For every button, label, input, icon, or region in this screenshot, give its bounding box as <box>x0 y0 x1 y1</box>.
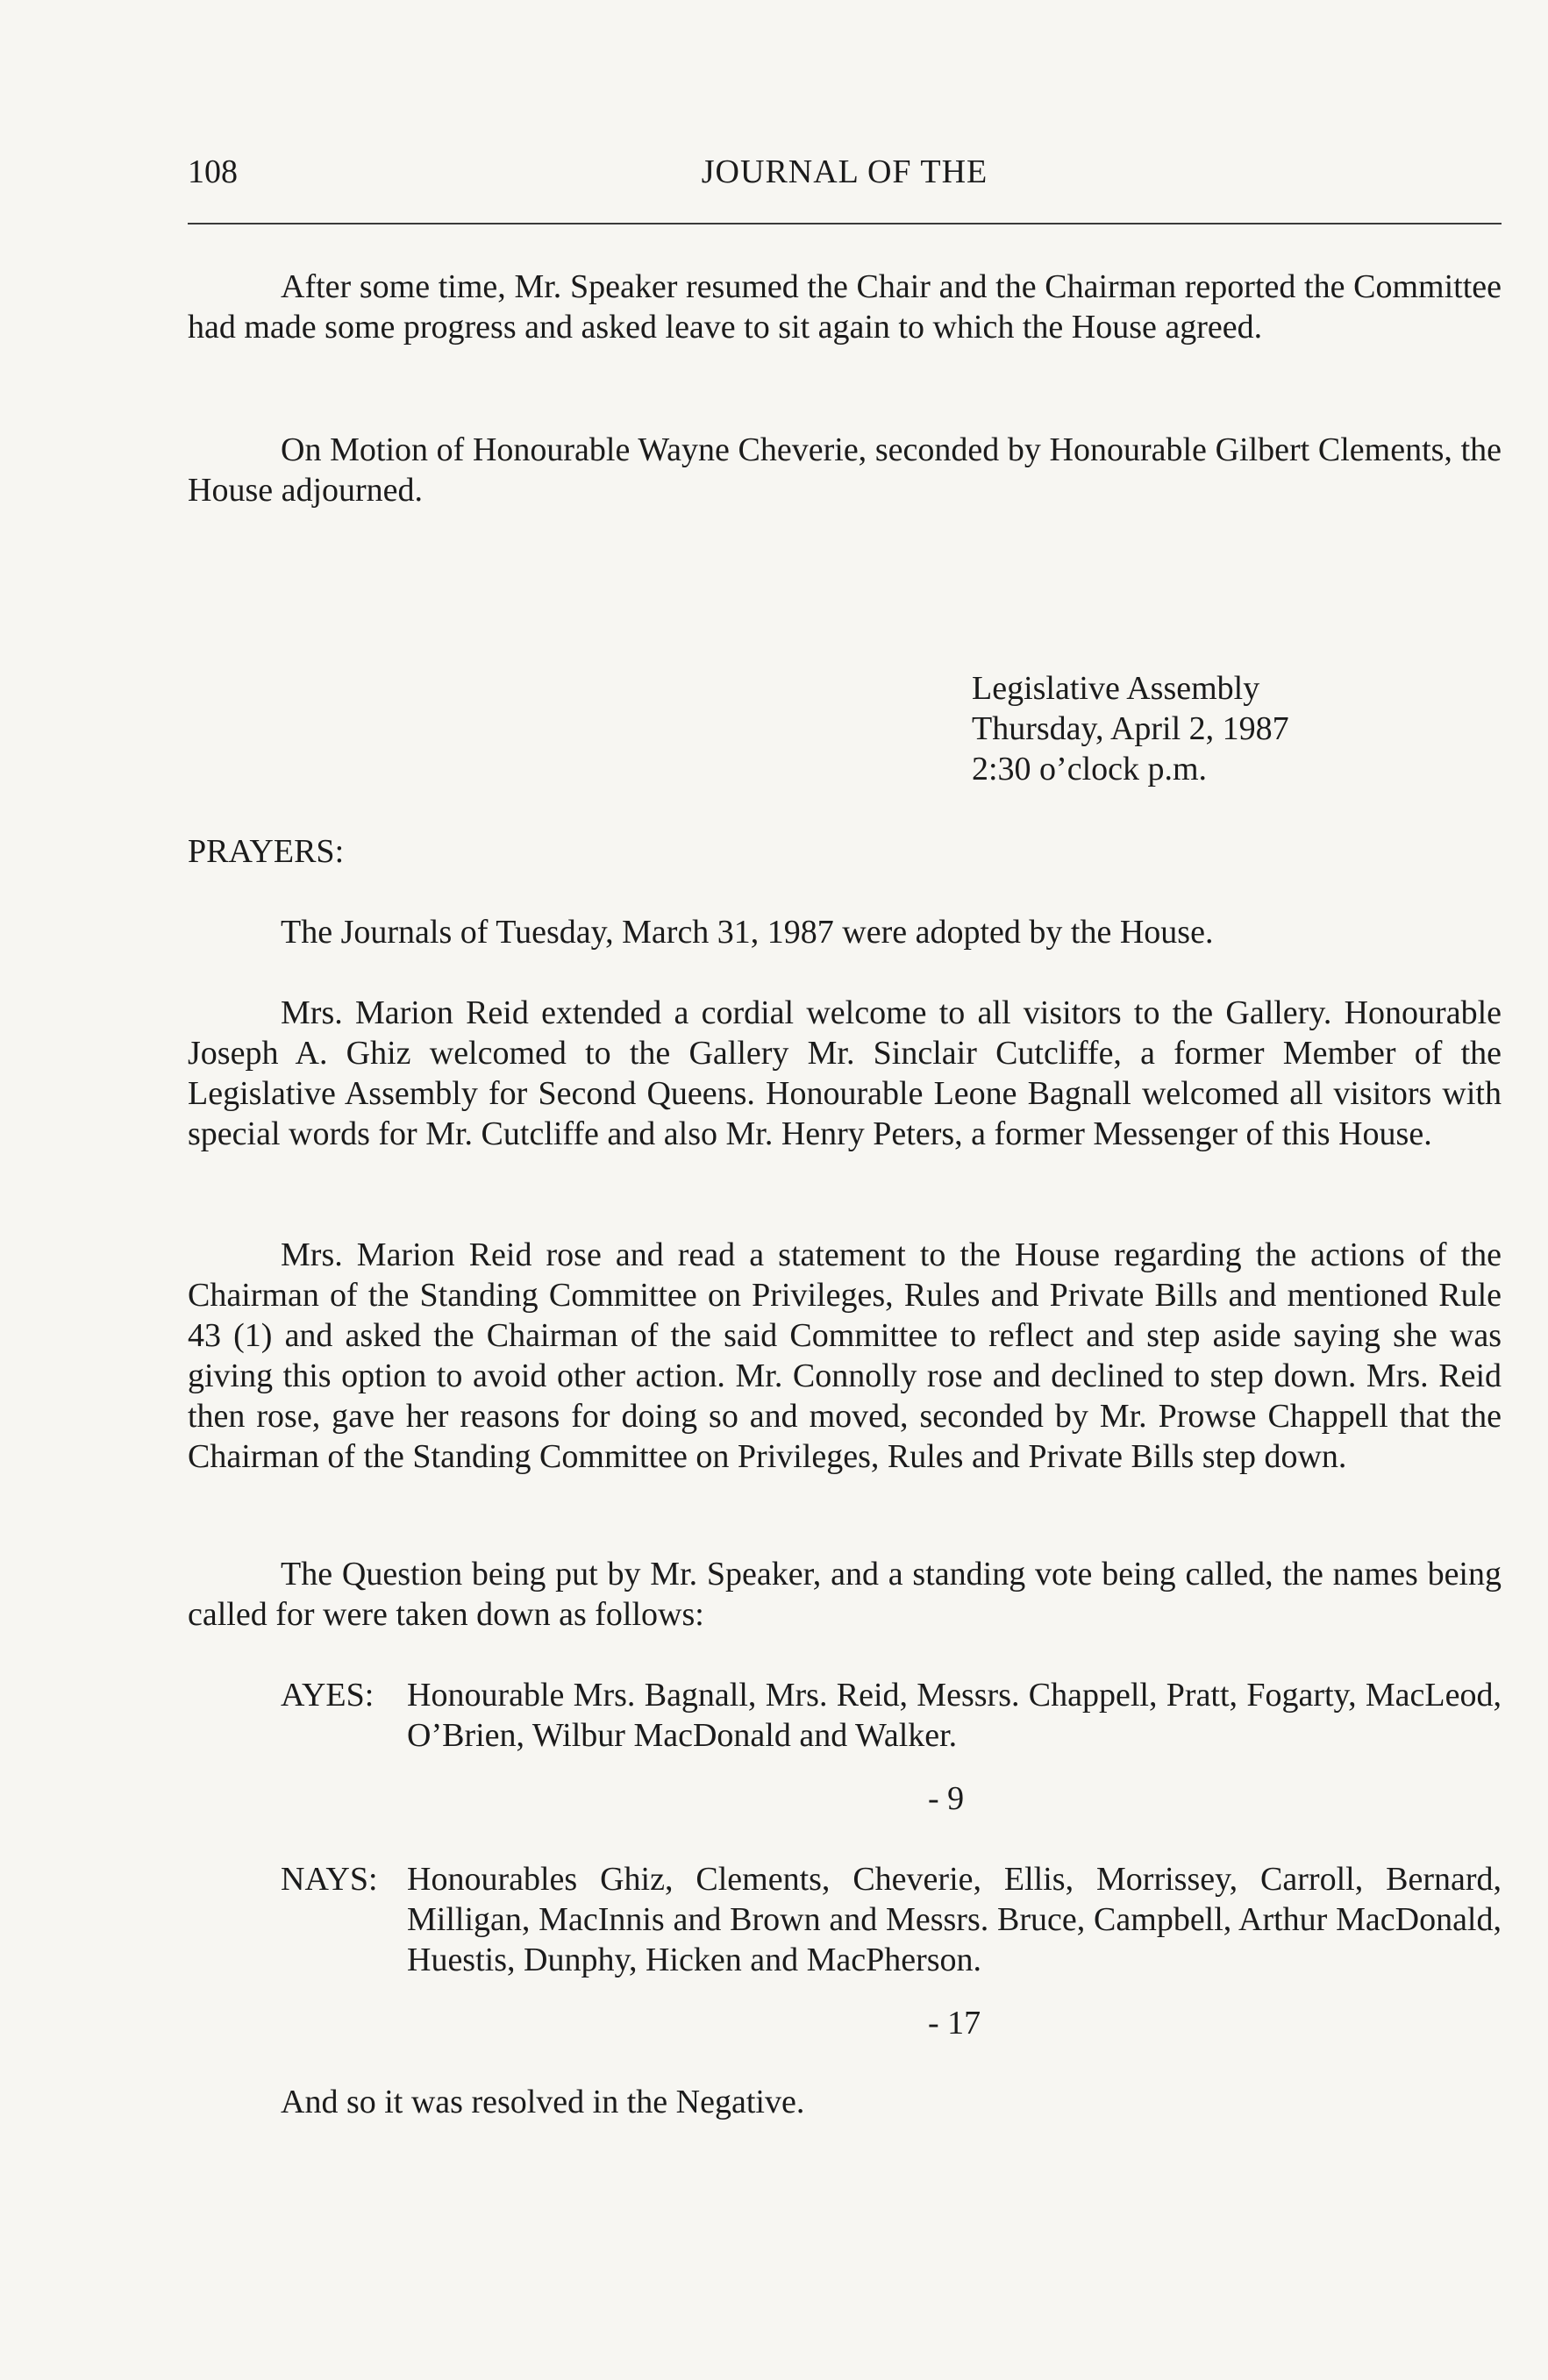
running-title: JOURNAL OF THE <box>701 153 988 190</box>
nays-label: NAYS: <box>281 1861 378 1898</box>
dateline-assembly: Legislative Assembly <box>972 670 1260 707</box>
page-header <box>188 146 1502 198</box>
paragraph-journals-adopted: The Journals of Tuesday, March 31, 1987 were adopted by the House. <box>281 914 1214 951</box>
paragraph-gallery-welcome: Mrs. Marion Reid extended a cordial welcome to all visitors to the Gallery. Honourable Joseph A. Ghiz welcomed to the Gallery Mr. Sinclair Cutcliffe, a former Member of the Legislative Assembly for Second Queens. Honourable Leone Bagnall welcomed all visitors with special words for Mr. Cutcliffe and also Mr. Henry Peters, a former Messenger of this House. <box>188 994 1502 1152</box>
paragraph-adjournment: On Motion of Honourable Wayne Cheverie, seconded by Honourable Gilbert Clements, the House adjourned. <box>188 431 1502 509</box>
paragraph-motion-step-down: Mrs. Marion Reid rose and read a statement to the House regarding the actions of the Chairman of the Standing Committee on Privileges, Rules and Private Bills and mentioned Rule 43 (1) and asked the Chairman of the said Committee to reflect and step aside saying she was giving this option to avoid other action. Mr. Connolly rose and declined to step down. Mrs. Reid then rose, gave her reasons for doing so and moved, seconded by Mr. Prowse Chappell that the Chairman of the Standing Committee on Privileges, Rules and Private Bills step down. <box>188 1236 1502 1475</box>
prayers-heading: PRAYERS: <box>188 833 345 870</box>
header-rule <box>188 223 1502 224</box>
dateline-date: Thursday, April 2, 1987 <box>972 710 1289 747</box>
dateline-time: 2:30 o’clock p.m. <box>972 751 1208 787</box>
nays-names: Honourables Ghiz, Clements, Cheverie, Ellis, Morrissey, Carroll, Bernard, Milligan, MacInnis and Brown and Messrs. Bruce, Campbell, Arthur MacDonald, Huestis, Dunphy, Hicken and MacPherson. <box>407 1861 1502 1978</box>
nays-count: - 17 <box>928 2005 981 2042</box>
resolution-statement: And so it was resolved in the Negative. <box>281 2084 805 2120</box>
paragraph-committee-report: After some time, Mr. Speaker resumed the Chair and the Chairman reported the Committee had made some progress and asked leave to sit again to which the House agreed. <box>188 268 1502 346</box>
ayes-names: Honourable Mrs. Bagnall, Mrs. Reid, Messrs. Chappell, Pratt, Fogarty, MacLeod, O’Brien, Wilbur MacDonald and Walker. <box>407 1677 1502 1754</box>
ayes-count: - 9 <box>928 1780 965 1817</box>
session-dateline <box>972 668 1289 789</box>
page-number: 108 <box>188 153 238 190</box>
ayes-label: AYES: <box>281 1677 375 1714</box>
paragraph-standing-vote: The Question being put by Mr. Speaker, and a standing vote being called, the names being called for were taken down as follows: <box>188 1556 1502 1633</box>
